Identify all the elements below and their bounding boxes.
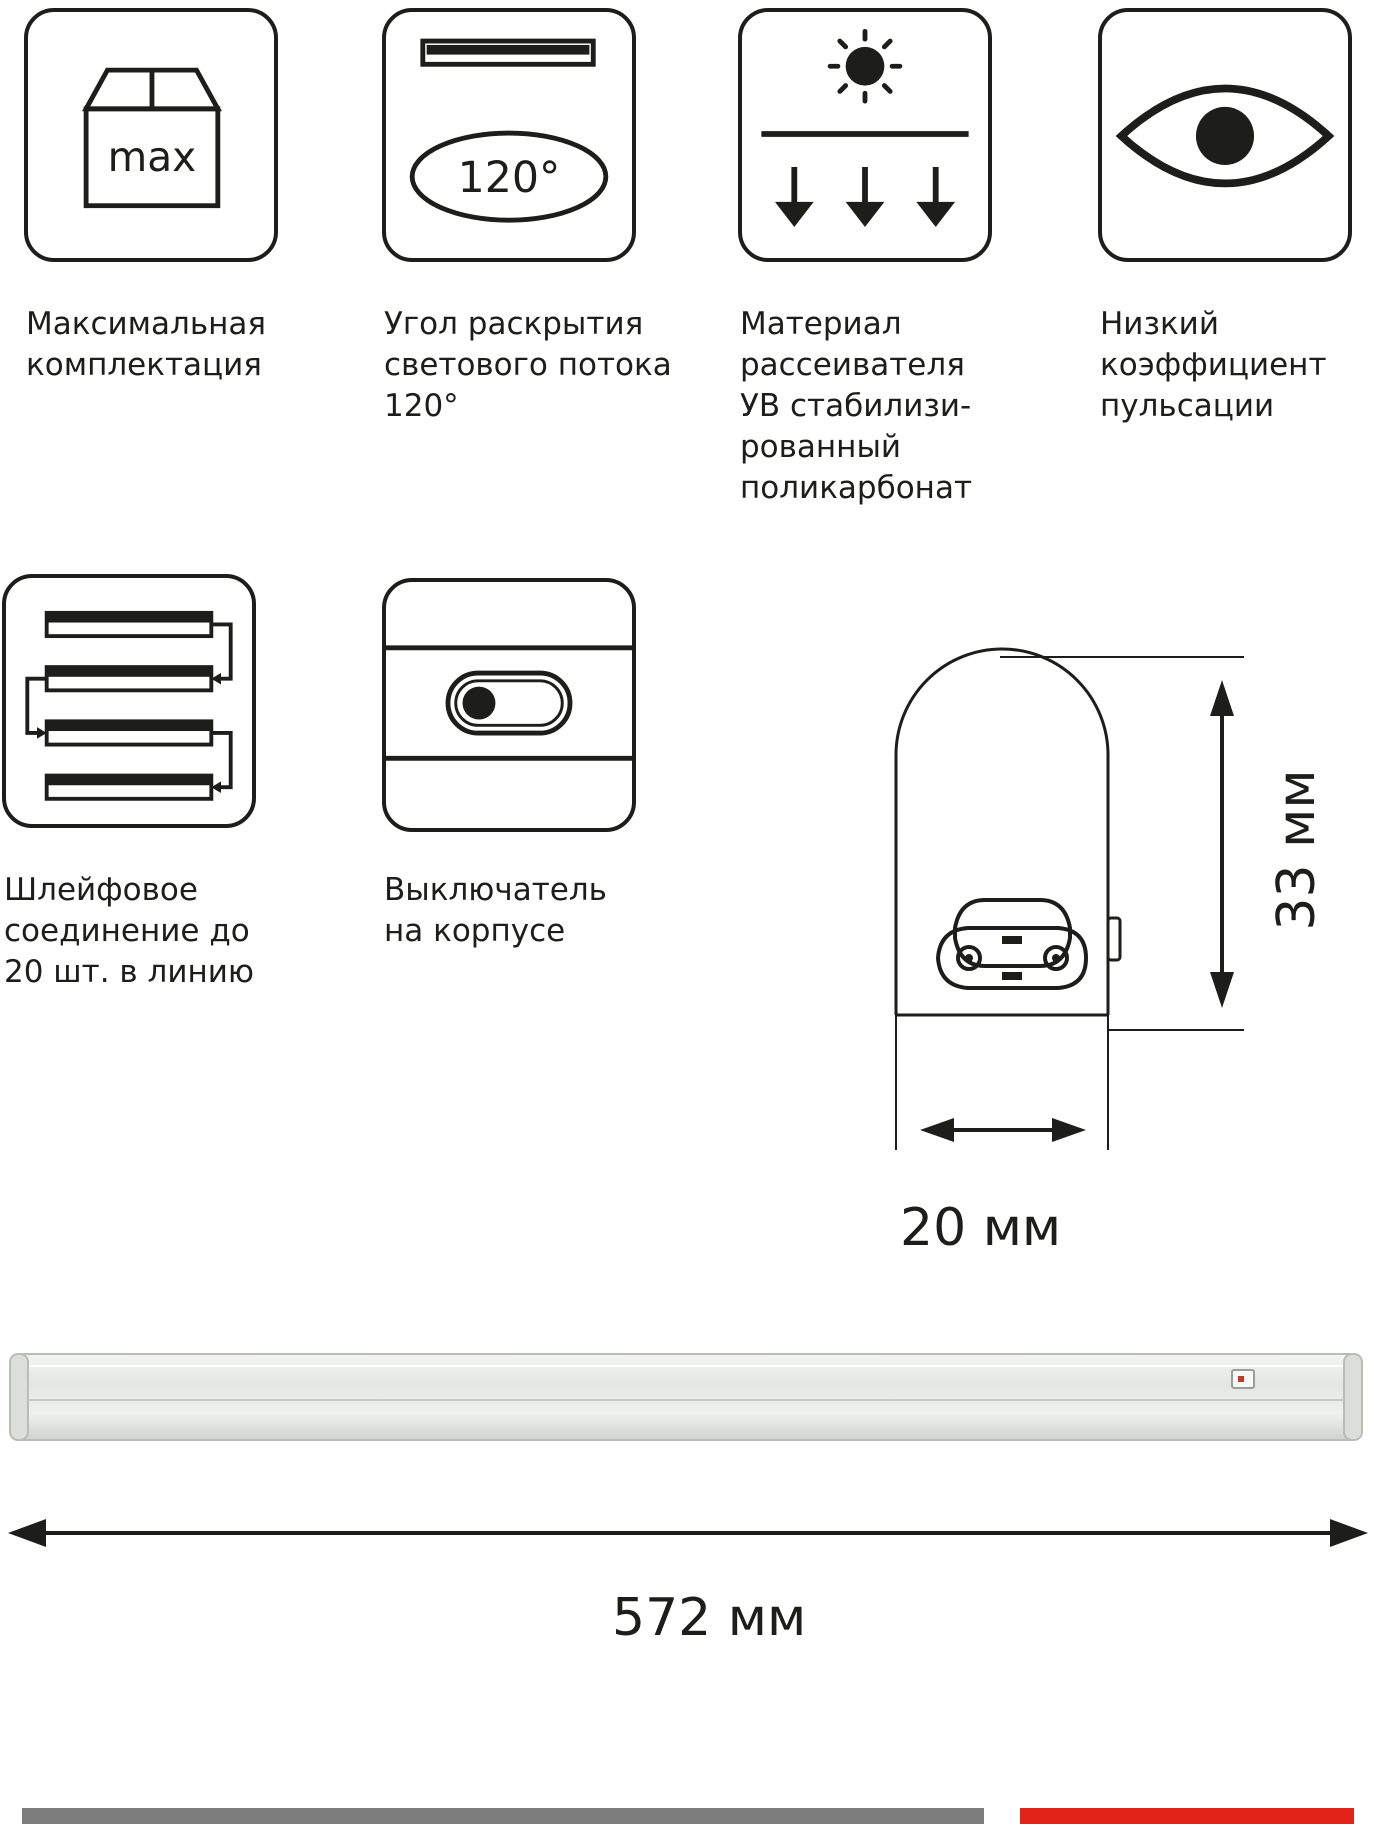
feature-caption-angle: Угол раскрытия светового потока 120° bbox=[384, 306, 672, 424]
height-dimension-label: 33 мм bbox=[1267, 769, 1327, 931]
feature-caption-diffuser: Материал рассеивателя УВ стабилизи- рованный поликарбонат bbox=[740, 306, 973, 506]
lamp-switch-icon bbox=[1232, 1370, 1254, 1388]
feature-caption-pulsation: Низкий коэффициент пульсации bbox=[1100, 306, 1327, 424]
footer-red-bar bbox=[1020, 1808, 1354, 1824]
box-max-label: max bbox=[107, 132, 197, 181]
feature-caption-chain: Шлейфовое соединение до 20 шт. в линию bbox=[4, 872, 255, 990]
beam-angle-label: 120° bbox=[457, 153, 561, 204]
feature-caption-switch: Выключатель на корпусе bbox=[384, 872, 607, 949]
width-dimension-label: 20 мм bbox=[900, 1198, 1062, 1258]
feature-caption-max: Максимальная комплектация bbox=[26, 306, 267, 383]
length-dimension-label: 572 мм bbox=[612, 1588, 807, 1648]
footer-gray-bar bbox=[22, 1808, 984, 1824]
